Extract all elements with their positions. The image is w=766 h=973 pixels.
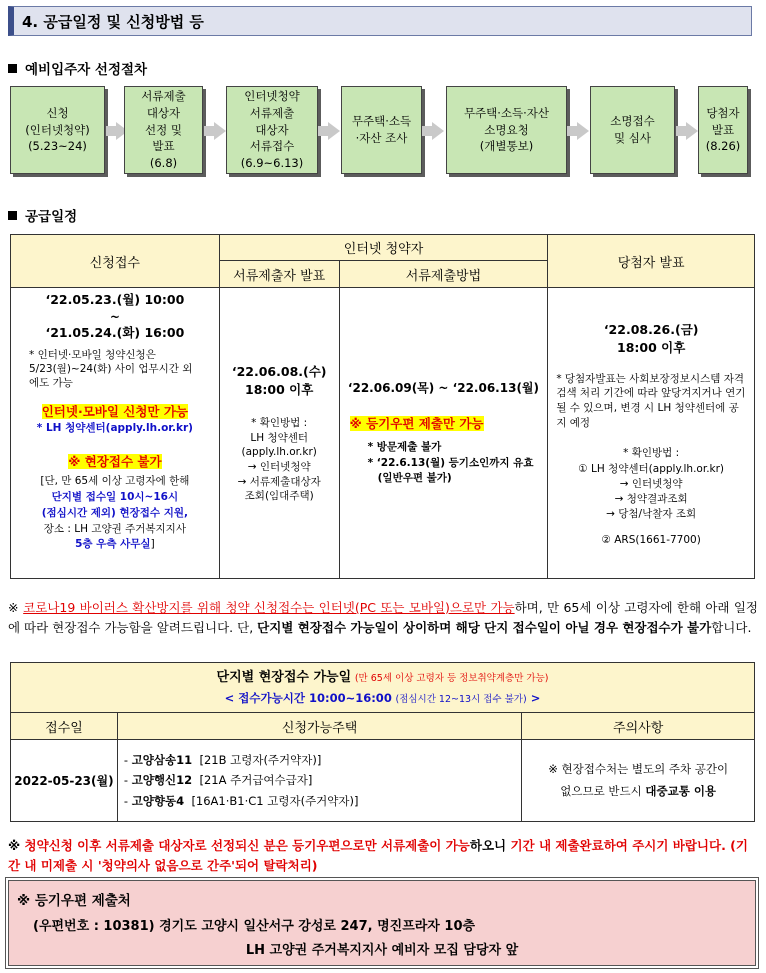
onsite-date: 2022-05-23(월) xyxy=(11,740,118,822)
mail-recipient: LH 고양권 주거복지지사 예비자 모집 담당자 앞 xyxy=(245,943,519,958)
no-onsite-text: ※ 현장접수 불가 xyxy=(68,453,162,469)
exception-line: (점심시간 제외) 현장접수 지원, xyxy=(41,506,189,519)
section-heading-text: 예비입주자 선정절차 xyxy=(25,62,148,78)
process-step-4: 무주택·소득 ·자산 조사 xyxy=(341,86,422,174)
exception-line: 장소 : LH 고양권 주거복지지사 xyxy=(43,522,186,535)
housing-item: - 고양삼송11 [21B 고령자(주거약자)] xyxy=(123,753,322,768)
housing-desc: [21A 주거급여수급자] xyxy=(199,773,313,788)
announce-how: * 확인방법 : LH 청약센터 (apply.lh.or.kr) → 인터넷청약 → 서류제출대상자 조회(임대주택) xyxy=(237,416,321,503)
onsite-hours-end: > xyxy=(526,690,541,705)
cell-apply xyxy=(11,288,220,579)
housing-item: - 고양향동4 [16A1·B1·C1 고령자(주거약자)] xyxy=(123,793,359,808)
process-step-7: 당첨자 발표 (8.26) xyxy=(698,86,748,174)
caution-line: 없으므로 반드시 xyxy=(560,783,646,798)
exception-line: 단지별 접수일 10시~16시 xyxy=(51,491,179,504)
process-step-6: 소명접수 및 심사 xyxy=(590,86,675,174)
lh-site-text: * LH 청약센터(apply.lh.or.kr) xyxy=(36,422,193,435)
housing-desc: [16A1·B1·C1 고령자(주거약자)] xyxy=(191,793,359,808)
housing-desc: [21B 고령자(주거약자)] xyxy=(199,753,322,768)
winner-note: * 당첨자발표는 사회보장정보시스템 자격검색 처리 기간에 따라 앞당겨지거나 연기될 수 있으며, 변경 시 LH 청약센터에 공지 예정 xyxy=(556,372,746,429)
announce-time: 18:00 이후 xyxy=(245,381,314,397)
section-heading-text: 공급일정 xyxy=(25,209,78,225)
onsite-hours-note: (점심시간 12~13시 접수 불가) xyxy=(395,693,527,705)
header-doc-announce: 서류제출자 발표 xyxy=(219,261,339,288)
notice-mark: ※ xyxy=(8,838,25,853)
mail-address-box xyxy=(8,880,756,966)
announce-date: ‘22.06.08.(수) xyxy=(231,363,327,379)
notice-document xyxy=(8,836,758,876)
mail-only-text: ※ 등기우편 제출만 가능 xyxy=(349,415,484,431)
page-title: 4. 공급일정 및 신청방법 등 xyxy=(22,13,204,31)
housing-name: 고양향동4 xyxy=(131,793,185,808)
winner-time: 18:00 이후 xyxy=(617,339,686,355)
header-internet: 인터넷 청약자 xyxy=(219,235,548,261)
process-step-3: 인터넷청약 서류제출 대상자 서류접수 (6.9~6.13) xyxy=(226,86,318,174)
notice-text-end: 합니다. xyxy=(711,620,752,635)
square-bullet-icon xyxy=(8,64,17,73)
apply-note: * 인터넷·모바일 청약신청은 5/23(월)~24(화) 사이 업무시간 외에도 가능 xyxy=(29,348,193,390)
arrow-right-icon xyxy=(328,122,340,140)
online-only-text: 인터넷·모바일 신청만 가능 xyxy=(41,404,189,420)
header-apply: 신청접수 xyxy=(11,235,220,288)
onsite-hours: < 접수가능시간 10:00~16:00 xyxy=(224,690,392,705)
process-step-2: 서류제출 대상자 선정 및 발표 (6.8) xyxy=(124,86,203,174)
notice-text: 하며, 만 65세 이상 고령자에 한해 아래 일정에 따라 현장접수 가능함을 알려드립니다. 단, xyxy=(8,600,758,635)
housing-item: - 고양행신12 [21A 주거급여수급자] xyxy=(123,773,313,788)
col-caution: 주의사항 xyxy=(522,713,755,740)
arrow-right-icon xyxy=(577,122,589,140)
valid-text-2: (일반우편 불가) xyxy=(377,472,452,485)
winner-ars: ② ARS(1661-7700) xyxy=(601,534,701,547)
notice-mark: ※ xyxy=(8,600,24,615)
cell-winner xyxy=(548,288,755,579)
section-heading-selection xyxy=(8,58,147,78)
square-bullet-icon xyxy=(8,211,17,220)
notice-red-text-2: 기간 내 제출완료하여 주시기 바랍니다. (기간 내 미제출 시 '청약의사 없음으로 간주'되어 탈락처리) xyxy=(8,838,748,873)
notice-covid xyxy=(8,598,758,638)
mail-title: ※ 등기우편 제출처 xyxy=(17,893,131,909)
valid-text: * ‘22.6.13(월) 등기소인까지 유효 xyxy=(367,456,534,469)
no-visit-text: * 방문제출 불가 xyxy=(367,440,442,453)
exception-line: 5층 우측 사무실 xyxy=(75,538,151,551)
section-title-bar xyxy=(8,6,752,36)
onsite-caution xyxy=(522,740,755,822)
caution-bold: 대중교통 이용 xyxy=(645,783,717,798)
method-period: ‘22.06.09(목) ~ ‘22.06.13(월) xyxy=(347,380,540,395)
onsite-title-note: (만 65세 이상 고령자 등 정보취약계층만 가능) xyxy=(354,672,549,684)
apply-start-date: ‘22.05.23.(월) 10:00 xyxy=(45,292,185,307)
header-doc-method: 서류제출방법 xyxy=(339,261,548,288)
process-step-1: 신청 (인터넷청약) (5.23~24) xyxy=(10,86,105,174)
apply-end-date: ‘21.05.24.(화) 16:00 xyxy=(45,325,185,341)
notice-text: 하오니 xyxy=(469,838,511,853)
notice-bold-text: 단지별 현장접수 가능일이 상이하며 해당 단지 접수일이 아닐 경우 현장접수가 불가 xyxy=(257,620,712,635)
schedule-table xyxy=(10,234,755,579)
notice-red-text: 코로나19 바이러스 확산방지를 위해 청약 신청접수는 인터넷(PC 또는 모바일)으로만 가능 xyxy=(23,600,515,615)
col-housing: 신청가능주택 xyxy=(117,713,521,740)
exception-line: [단, 만 65세 이상 고령자에 한해 xyxy=(40,475,190,488)
exception-bracket: ] xyxy=(150,538,155,551)
notice-red-text: 청약신청 이후 서류제출 대상자로 선정되신 분은 등기우편으로만 서류제출이 가능 xyxy=(24,838,470,853)
housing-name: 고양삼송11 xyxy=(131,753,193,768)
winner-date: ‘22.08.26.(금) xyxy=(603,321,699,337)
header-winner: 당첨자 발표 xyxy=(548,235,755,288)
caution-line: ※ 현장접수처는 별도의 주차 공간이 xyxy=(548,761,729,776)
cell-announce xyxy=(219,288,339,579)
housing-name: 고양행신12 xyxy=(131,773,193,788)
arrow-right-icon xyxy=(214,122,226,140)
onsite-housing-list xyxy=(117,740,521,822)
onsite-table xyxy=(10,662,755,822)
cell-method xyxy=(339,288,548,579)
col-date: 접수일 xyxy=(11,713,118,740)
winner-how: * 확인방법 : ① LH 청약센터(apply.lh.or.kr) → 인터넷청약 → 청약결과조회 → 당첨/낙찰자 조회 xyxy=(578,447,725,521)
section-heading-schedule xyxy=(8,205,77,225)
onsite-title-cell xyxy=(11,663,755,713)
onsite-title: 단지별 현장접수 가능일 xyxy=(216,669,352,685)
arrow-right-icon xyxy=(432,122,444,140)
arrow-right-icon xyxy=(686,122,698,140)
apply-range-tilde: ~ xyxy=(109,309,120,324)
process-step-5: 무주택·소득·자산 소명요청 (개별통보) xyxy=(446,86,567,174)
mail-address: (우편번호 : 10381) 경기도 고양시 일산서구 강성로 247, 명진프라자 10층 xyxy=(33,919,476,934)
